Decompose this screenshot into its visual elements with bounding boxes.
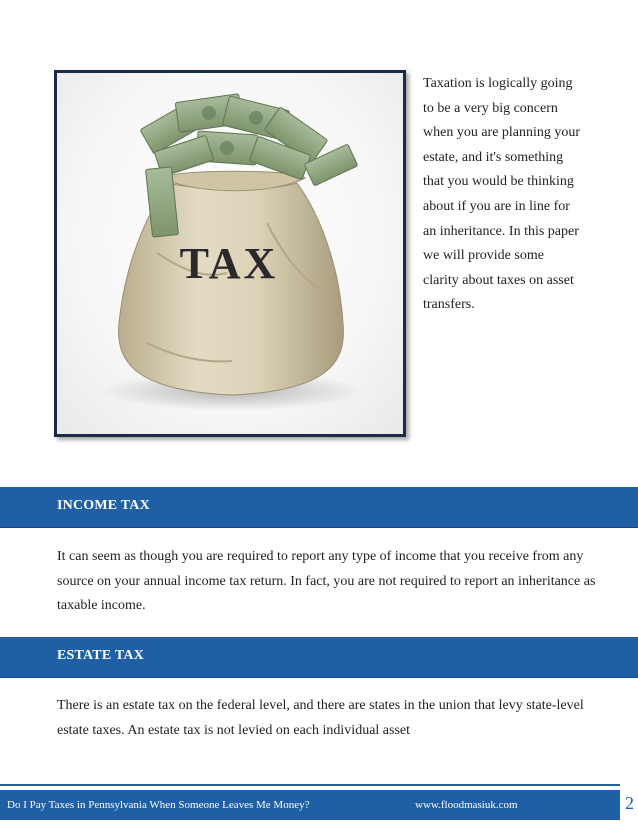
section-header-estate-tax: [0, 637, 638, 678]
footer-divider: [0, 784, 620, 786]
money-bag-illustration: [57, 73, 403, 434]
footer-document-title: Do I Pay Taxes in Pennsylvania When Someone Leaves Me Money?: [7, 799, 310, 811]
tax-money-bag-image: [54, 70, 406, 437]
section-title: ESTATE TAX: [57, 648, 144, 663]
income-tax-paragraph: It can seem as though you are required to report any type of income that you receive from any source on your annual income tax return. In fact, you are not required to report an inheritance as taxable income.: [57, 549, 596, 614]
footer-website-link[interactable]: www.floodmasiuk.com: [415, 799, 518, 811]
footer-bar: [0, 790, 620, 820]
intro-paragraph: Taxation is logically going to be a very big concern when you are planning your estate, and it's something that you would be thinking about if you are in line for an inheritance. In this paper we will provide some clarity about taxes on asset transfers.: [423, 76, 581, 313]
section-title: INCOME TAX: [57, 498, 150, 513]
estate-tax-paragraph: There is an estate tax on the federal level, and there are states in the union that levy state-level estate taxes. An estate tax is not levied on each individual asset: [57, 698, 584, 738]
tax-label: TAX: [179, 239, 279, 288]
section-header-income-tax: [0, 487, 638, 528]
page-number: 2: [625, 793, 634, 813]
